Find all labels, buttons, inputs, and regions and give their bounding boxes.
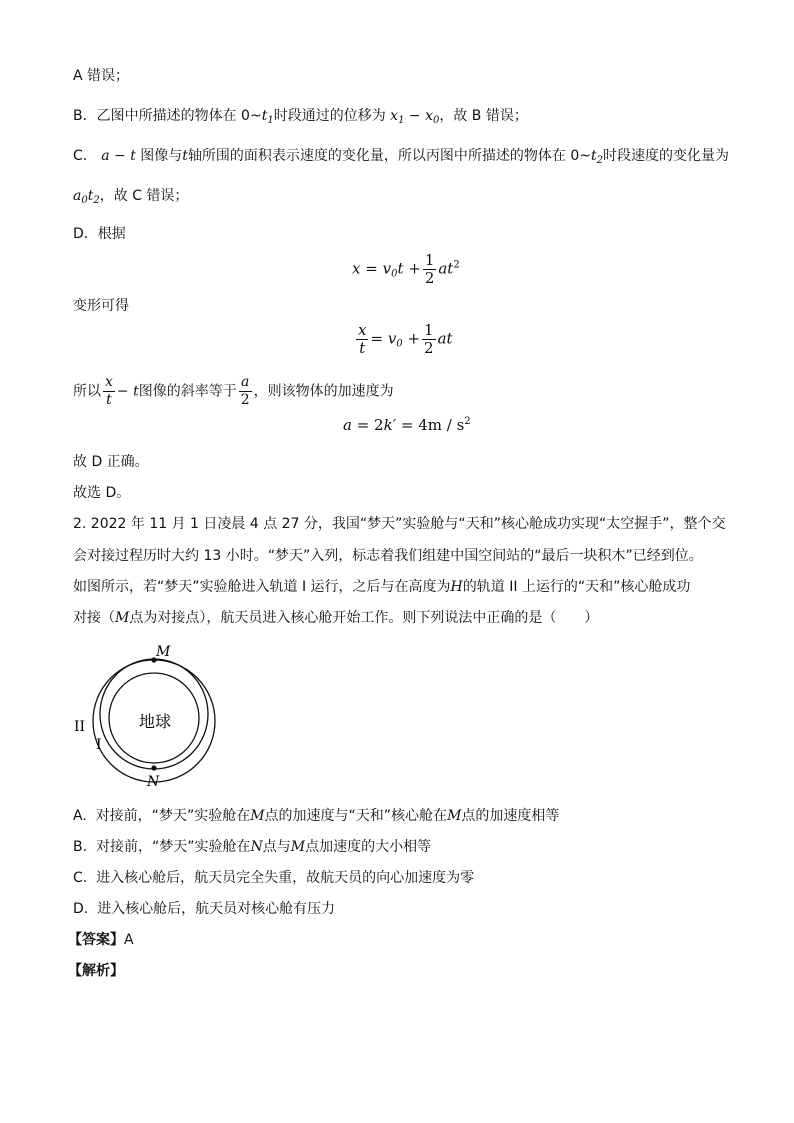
question2-line2: 会对接过程历时大约 13 小时。“梦天”入列，标志着我们组建中国空间站的“最后一块积木”已经到位。 [73,548,703,564]
question2-line4: 对接（M点为对接点），航天员进入核心舱开始工作。则下列说法中正确的是（ ） [73,610,599,626]
choice-text: 故选 D。 [73,485,131,501]
a-wrong-text: A 错误； [73,68,130,84]
orbit-i-label: I [96,737,102,753]
math-t1: $t_1$ [261,108,274,126]
answer-line [68,930,134,950]
math-a0t2: $a_0t_2$ [73,188,100,206]
option-b-solution: B．乙图中所描述的物体在 $0\sim t_1$时段通过的位移为 $x_1 - x_0$，故 B 错误； [73,108,528,126]
math-a-t: a − t [101,148,136,164]
math-t2: $t_2$ [591,148,604,166]
question2-line3: 如图所示，若“梦天”实验舱进入轨道 I 运行，之后与在高度为H的轨道 II 上运行的“天和”核心舱成功 [73,579,691,595]
math-a-over-2: $\frac{a}{2}$ [240,374,250,408]
option-d-intro: D．根据 [73,226,126,242]
option-a[interactable]: A. 对接前，“梦天”实验舱在M点的加速度与“天和”核心舱在M点的加速度相等 [73,808,560,824]
math-H: H [450,579,463,595]
equation-average-velocity: $\frac{x}{t}$ = $v_0$ + $\frac{1}{2}$ at [358,321,453,357]
equation-displacement: $x = v_0t$ + $\frac{1}{2}$ $at^2$ [352,251,460,287]
d-correct-text: 故 D 正确。 [73,454,149,470]
analysis-label: 【解析】 [68,963,124,979]
orbit-ii-label: II [74,719,86,735]
point-N-label: N [147,774,160,790]
answer-label: 【答案】 [68,932,124,948]
point-N-dot [151,765,156,770]
option-c-solution-line2: $a_0t_2$，故 C 错误； [73,188,189,206]
math-M: M [115,610,130,626]
option-c[interactable]: C. 进入核心舱后，航天员完全失重，故航天员的向心加速度为零 [73,870,475,886]
transform-text: 变形可得 [73,298,129,314]
option-c-solution: C． a − t 图像与t轴所围的面积表示速度的变化量，所以丙图中所描述的物体在 $0\sim t_2$时段速度的变化量为 [73,148,730,166]
option-d[interactable]: D. 进入核心舱后，航天员对核心舱有压力 [73,901,336,917]
math-x1-x0: $x_1 - x_0$ [390,108,440,126]
math-t: t [182,148,188,164]
earth-label: 地球 [139,712,172,731]
question2-line1: 2. 2022 年 11 月 1 日凌晨 4 点 27 分，我国“梦天”实验舱与“天和”核心舱成功实现“太空握手”，整个交 [73,516,726,532]
math-x-over-t: $\frac{x}{t}$ [105,374,113,408]
slope-statement: 所以 $\frac{x}{t}$ − t图像的斜率等于 $\frac{a}{2}$ ，则该物体的加速度为 [73,374,394,408]
answer-value: A [124,932,134,948]
point-M-label: M [156,644,171,660]
orbit-diagram [70,642,230,792]
equation-acceleration: $a = 2k' = 4m / s^2$ [343,416,471,434]
option-b[interactable]: B. 对接前，“梦天”实验舱在N点与M点加速度的大小相等 [73,839,432,855]
